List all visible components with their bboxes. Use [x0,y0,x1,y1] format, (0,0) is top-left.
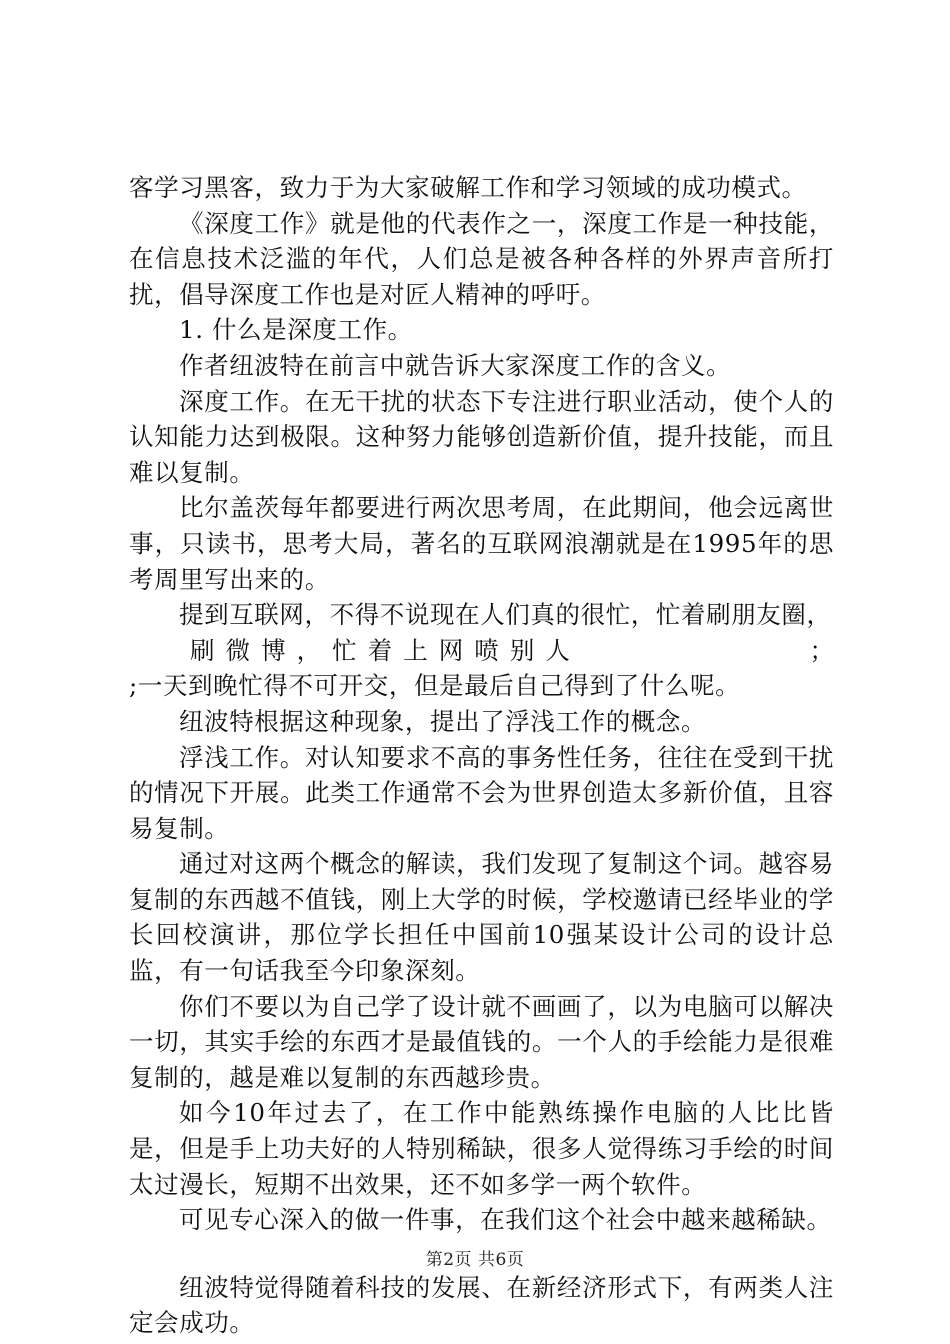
paragraph-glyph: 忙 [332,635,357,665]
paragraph-glyph [725,633,726,669]
paragraph-glyph [701,633,702,669]
paragraph: ;一天到晚忙得不可开交，但是最后自己得到了什么呢。 [129,671,741,701]
paragraph: 深度工作。在无干扰的状态下专注进行职业活动，使个人的认知能力达到极限。这种努力能够创造新价值，提升技能，而且难以复制。 [129,386,834,487]
paragraph-glyph [737,633,738,669]
paragraph-glyph [641,633,642,669]
paragraph: 如今10年过去了，在工作中能熟练操作电脑的人比比皆是，但是手上功夫好的人特别稀缺，很多人觉得练习手绘的时间太过漫长，短期不出效果，还不如多学一两个软件。 [129,1098,834,1199]
paragraph-glyph [629,633,630,669]
paragraph: 《深度工作》就是他的代表作之一，深度工作是一种技能，在信息技术泛滥的年代，人们总是被各种各样的外界声音所打扰，倡导深度工作也是对匠人精神的呼吁。 [129,208,834,309]
paragraph-glyph: 微 [225,635,251,665]
paragraph: 通过对这两个概念的解读，我们发现了复制这个词。越容易复制的东西越不值钱，刚上大学的时候，学校邀请已经毕业的学长回校演讲，那位学长担任中国前10强某设计公司的设计总监，有一句话我至今印象深刻。 [129,849,834,986]
paragraph: 1. 什么是深度工作。 [179,315,413,345]
paragraph-glyph: 着 [367,635,393,665]
document-body [129,170,834,1341]
paragraph-glyph [785,633,786,669]
paragraph-glyph [593,633,594,669]
paragraph-glyph [797,633,798,669]
page-footer: 第2页 共6页 [425,1250,525,1270]
paragraph-glyph [653,633,654,669]
paragraph-justified-line [129,633,834,669]
paragraph-glyph: ， [296,635,322,665]
paragraph-glyph [713,633,714,669]
paragraph: 你们不要以为自己学了设计就不画画了，以为电脑可以解决一切，其实手绘的东西才是最值钱的。一个人的手绘能力是很难复制的，越是难以复制的东西越珍贵。 [129,991,834,1092]
paragraph-glyph [617,633,618,669]
paragraph-glyph: 人 [545,635,570,665]
paragraph: 客学习黑客，致力于为大家破解工作和学习领域的成功模式。 [129,173,807,202]
paragraph: 浮浅工作。对认知要求不高的事务性任务，往往在受到干扰的情况下开展。此类工作通常不会为世界创造太多新价值，且容易复制。 [129,742,834,843]
paragraph-glyph [761,633,762,669]
paragraph-glyph [605,633,606,669]
paragraph-glyph [773,633,774,669]
paragraph: 比尔盖茨每年都要进行两次思考周，在此期间，他会远离世事，只读书，思考大局，著名的互联网浪潮就是在1995年的思考周里写出来的。 [129,493,834,594]
paragraph: 纽波特觉得随着科技的发展、在新经济形式下，有两类人注定会成功。 [129,1272,834,1338]
paragraph: 作者纽波特在前言中就告诉大家深度工作的含义。 [179,350,732,380]
paragraph-glyph: ； [809,635,834,665]
paragraph-glyph: 上 [403,635,428,665]
paragraph-glyph [749,633,750,669]
paragraph-glyph [677,633,678,669]
paragraph-glyph: 刷 [190,635,215,665]
paragraph-glyph [665,633,666,669]
paragraph-glyph: 别 [509,635,535,665]
paragraph-glyph [581,633,582,669]
paragraph: 可见专心深入的做一件事，在我们这个社会中越来越稀缺。 [179,1205,832,1235]
paragraph: 提到互联网，不得不说现在人们真的很忙，忙着刷朋友圈， [179,600,832,630]
paragraph: 纽波特根据这种现象，提出了浮浅工作的概念。 [179,706,707,736]
paragraph-glyph: 博 [261,635,286,665]
paragraph-glyph [689,633,690,669]
paragraph-glyph: 网 [438,635,464,665]
paragraph-glyph: 喷 [474,635,499,665]
